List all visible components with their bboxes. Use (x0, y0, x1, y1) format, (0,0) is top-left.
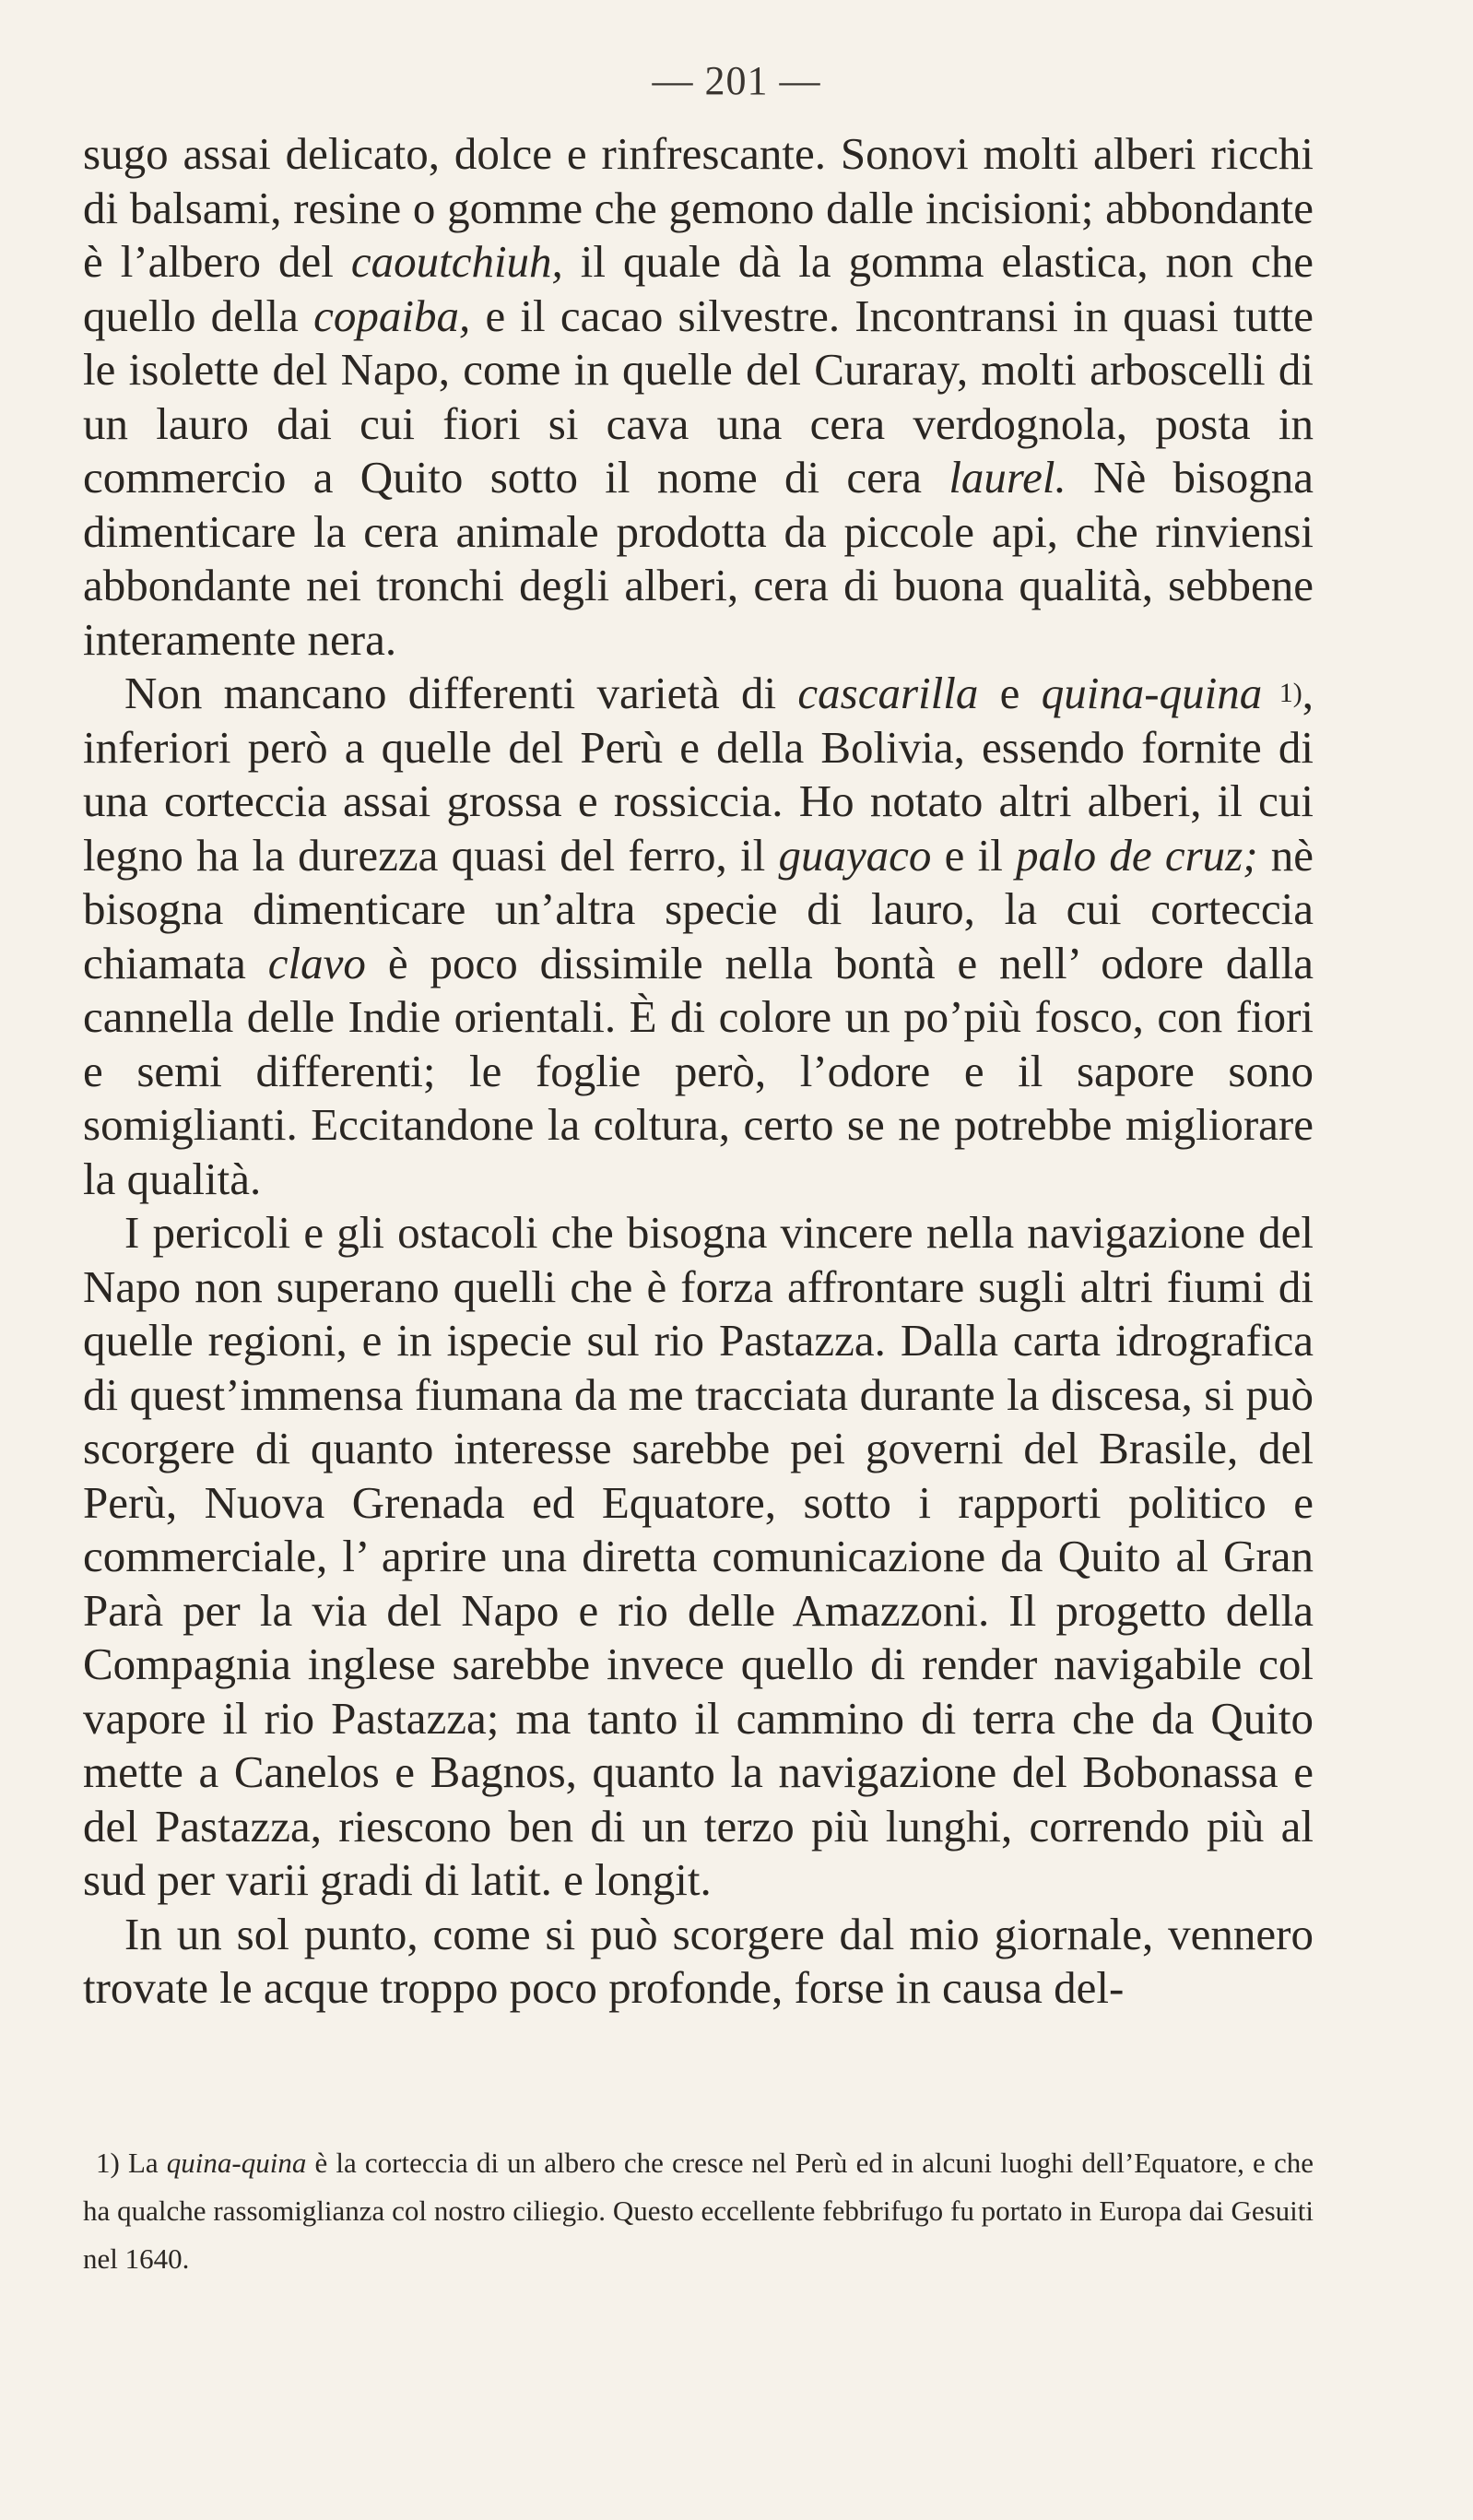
text-run: è poco dissimile nella bontà e nell’ odore dalla cannella delle Indie orientali. È di colore un po’più fosco, con fiori e semi differenti; le foglie però, l’odore e il sapore sono somiglianti. Eccitandone la coltura, certo se ne potrebbe migliorare la qualità. (83, 937, 1314, 1204)
text-run: e il cacao silvestre. Incontransi in quasi tutte le isolette del Napo, come in quelle del Curaray, molti arboscelli di un lauro dai cui fiori si cava una cera verdognola, posta in commercio a Quito sotto il nome di cera (83, 290, 1314, 503)
text-run: e (978, 668, 1042, 718)
text-run: è la corteccia di un albero che cresce nel Perù ed in alcuni luoghi dell’Equatore, e che ha qualche rassomiglianza col nostro ciliegio. Questo eccellente febbrifugo fu portato in Europa dai Gesuiti nel 1640. (83, 2147, 1314, 2275)
text-run: Nè bisogna dimenticare la cera animale prodotta da piccole api, che rinviensi abbondante nei tronchi degli alberi, cera di buona qualità, sebbene interamente nera. (83, 452, 1314, 665)
footnote-marker: 1) (1262, 678, 1302, 708)
footnote (83, 2139, 1314, 2283)
text-run: e il (931, 829, 1017, 881)
paragraph-4 (83, 1908, 1314, 2016)
italic-term: guayaco (778, 829, 932, 881)
italic-term: cascarilla (797, 668, 979, 718)
italic-term: caoutchiuh, (350, 236, 563, 287)
italic-term: palo de cruz; (1016, 829, 1258, 881)
text-run: nè bisogna dimenticare un’altra specie di lauro, la cui corteccia chiamata (83, 829, 1314, 988)
text-run: I pericoli e gli ostacoli che bisogna vincere nella navigazione del Napo non superano quelli che è forza affrontare sugli altri fiumi di quelle regioni, e in ispecie sul rio Pastazza. Dalla carta idrografica di quest’immensa fiumana da me tracciata durante la discesa, si può scorgere di quanto interesse sarebbe pei governi del Brasile, del Perù, Nuova Grenada ed Equatore, sotto i rapporti politico e commerciale, l’ aprire una diretta comunicazione da Quito al Gran Parà per la via del Napo e rio delle Amazzoni. Il progetto della Compagnia inglese sarebbe invece quello di render navigabile col vapore il rio Pastazza; ma tanto il cammino di terra che da Quito mette a Canelos e Bagnos, quanto la navigazione del Bobonassa e del Pastazza, riescono ben di un terzo più lunghi, correndo più al sud per varii gradi di latit. e longit. (83, 1207, 1314, 1905)
italic-term: copaiba, (313, 290, 471, 341)
paragraph-1 (83, 127, 1314, 667)
text-run: , inferiori però a quelle del Perù e della Bolivia, essendo fornite di una corteccia assai grossa e rossiccia. Ho notato altri alberi, il cui legno ha la durezza quasi del ferro, il (83, 668, 1314, 881)
italic-term: laurel. (949, 452, 1066, 503)
body-text (83, 127, 1314, 2016)
page-number: — 201 — (652, 58, 821, 103)
paragraph-2 (83, 667, 1314, 1206)
text-run: sugo assai delicato, dolce e rinfrescante. Sonovi molti alberi ricchi di balsami, resine o gomme che gemono dalle incisioni; abbondante è l’albero del (83, 128, 1314, 287)
text-run: il quale dà la gomma elastica, non che quello della (83, 236, 1314, 341)
italic-term: quina-quina (166, 2147, 307, 2179)
text-run: Non mancano differenti varietà di (124, 668, 798, 718)
paragraph-3 (83, 1206, 1314, 1908)
text-run: 1) La (96, 2147, 167, 2179)
italic-term: clavo (267, 937, 366, 988)
footnote-text (83, 2139, 1314, 2283)
text-run: In un sol punto, come si può scorgere dal mio giornale, vennero trovate le acque troppo poco profonde, forse in causa del- (83, 1908, 1314, 2013)
italic-term: quina-quina (1041, 668, 1263, 718)
